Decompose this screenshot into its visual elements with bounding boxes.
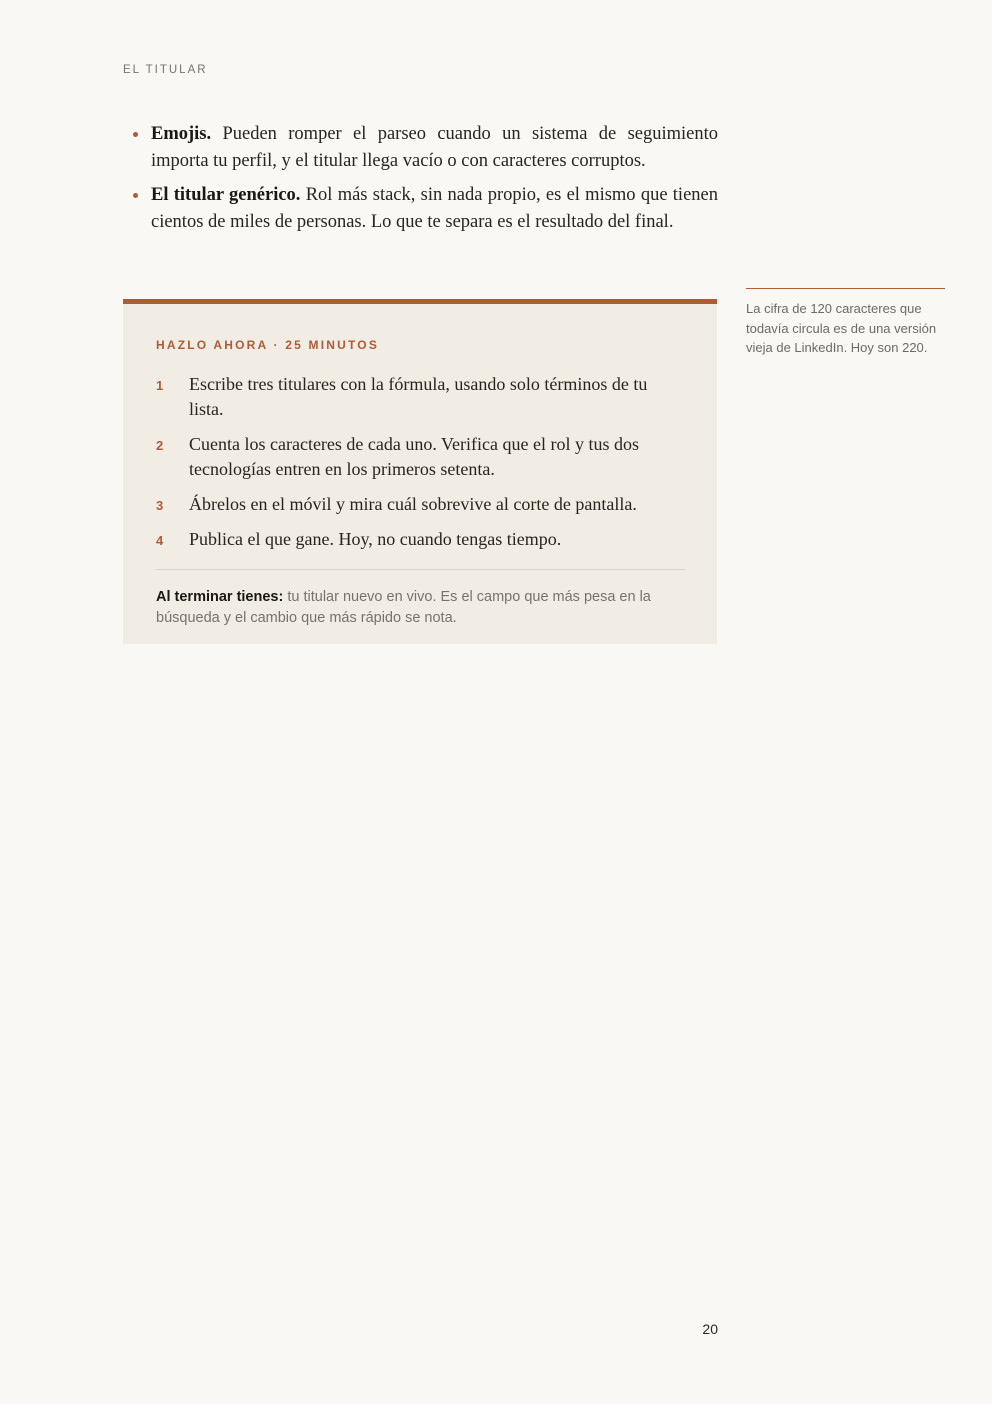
bullet-text: Pueden romper el parseo cuando un sistema de seguimiento importa tu perfil, y el titular llega vacío o con caracteres corruptos.: [151, 124, 719, 171]
bullet-term: Emojis.: [151, 124, 212, 144]
bullet-dot-icon: [133, 193, 138, 198]
bullet-list: [123, 121, 718, 243]
list-item: [123, 121, 718, 174]
step-item: [156, 492, 656, 517]
step-text: Escribe tres titulares con la fórmula, usando solo términos de tu lista.: [189, 374, 648, 419]
step-number: 3: [156, 498, 164, 513]
step-text: Cuenta los caracteres de cada uno. Verifica que el rol y tus dos tecnologías entren en los primeros setenta.: [189, 434, 639, 479]
action-callout: [123, 299, 717, 644]
margin-note: La cifra de 120 caracteres que todavía circula es de una versión vieja de LinkedIn. Hoy son 220.: [746, 288, 945, 358]
step-number: 2: [156, 438, 164, 453]
step-list: [156, 372, 656, 562]
step-text: Publica el que gane. Hoy, no cuando tengas tiempo.: [189, 529, 562, 549]
list-item: [123, 182, 718, 235]
bullet-text: Rol más stack, sin nada propio, es el mismo que tienen cientos de miles de personas. Lo que te separa es el resultado del final.: [151, 185, 718, 232]
bullet-term: El titular genérico.: [151, 185, 301, 205]
step-number: 1: [156, 378, 164, 393]
page-number: 20: [702, 1321, 718, 1337]
result-text: tu titular nuevo en vivo. Es el campo que más pesa en la búsqueda y el cambio que más rápido se nota.: [156, 589, 651, 626]
result-label: Al terminar tienes:: [156, 589, 284, 605]
step-item: [156, 372, 656, 422]
step-item: [156, 527, 656, 552]
step-text: Ábrelos en el móvil y mira cuál sobrevive al corte de pantalla.: [189, 494, 637, 514]
running-head: EL TITULAR: [123, 64, 208, 76]
step-item: [156, 432, 656, 482]
bullet-dot-icon: [133, 132, 138, 137]
callout-result: [156, 587, 685, 629]
callout-label: HAZLO AHORA · 25 MINUTOS: [156, 338, 380, 352]
callout-divider: [156, 569, 685, 570]
step-number: 4: [156, 533, 164, 548]
